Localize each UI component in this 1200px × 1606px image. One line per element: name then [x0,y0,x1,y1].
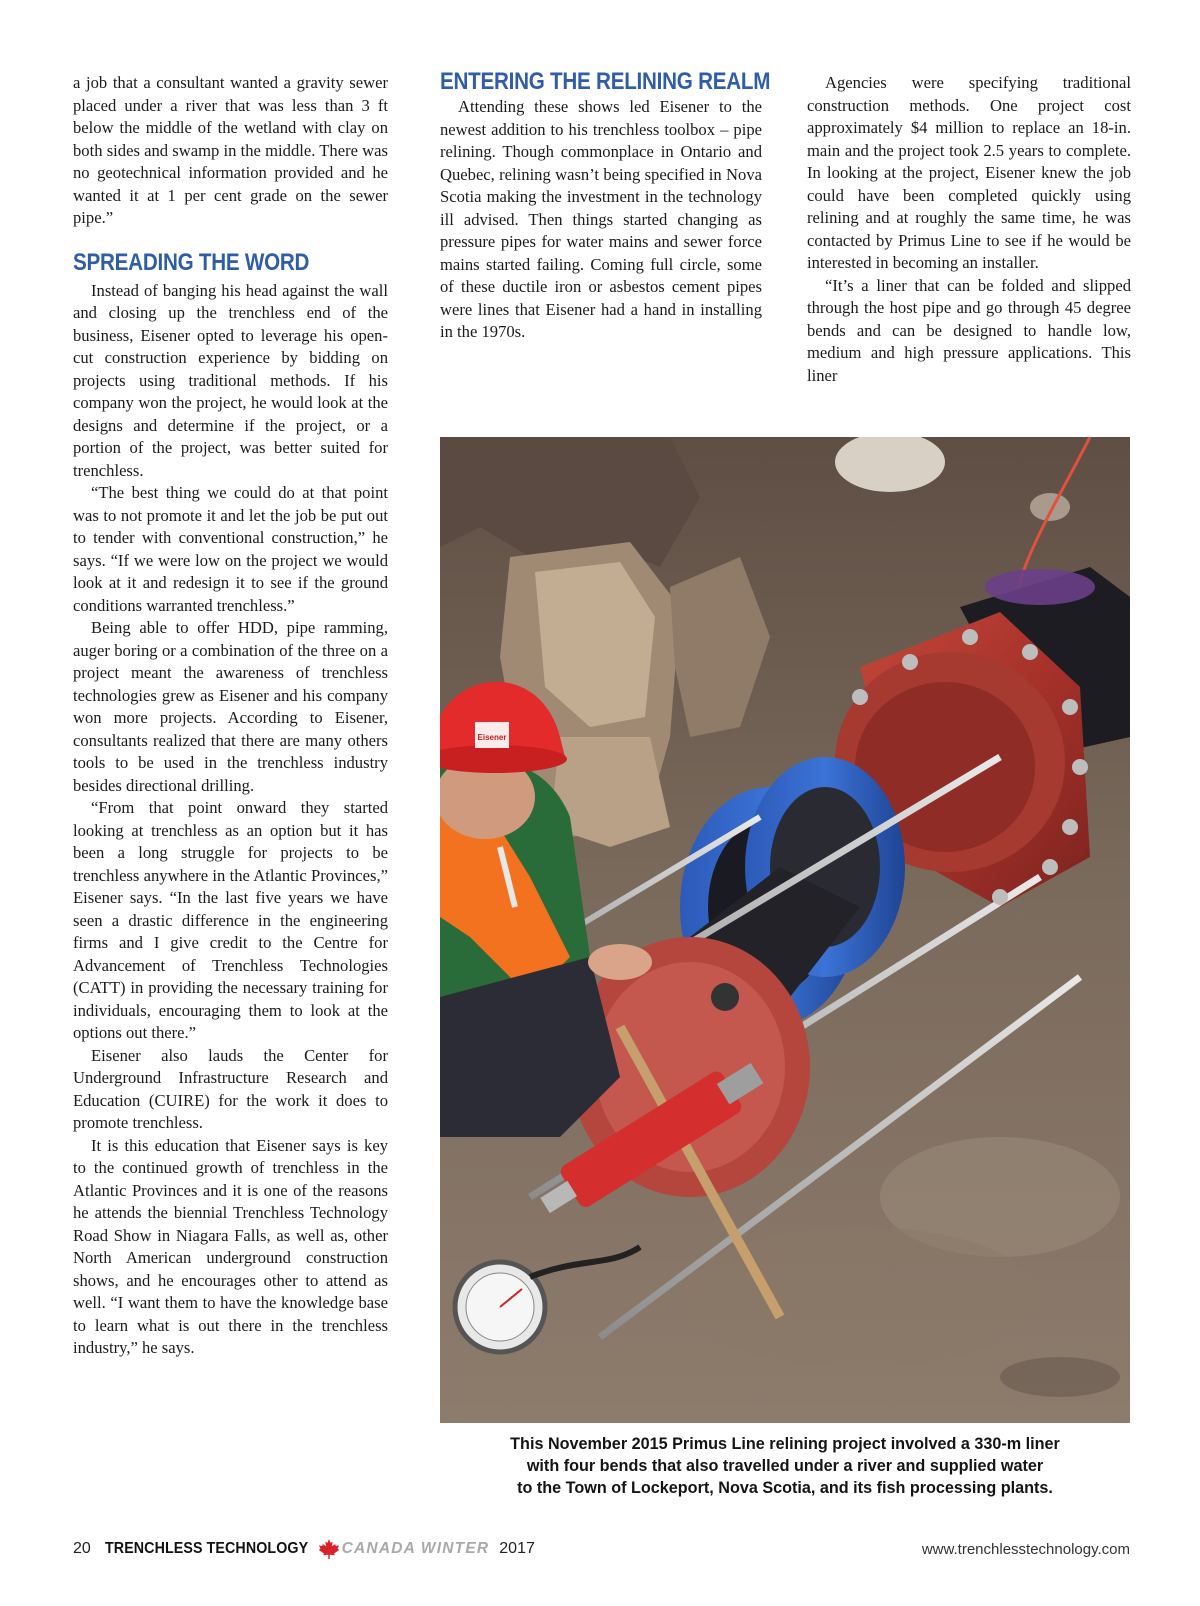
paragraph: It is this education that Eisener says is key to the continued growth of trenchless in the Atlantic Provinces and it is one of the reasons he attends the biennial Trenchless Technology Road Show in Niagara Falls, as well as, other North American underground construction shows, and he encourages other to attend as well. “I want them to have the knowledge base to learn what is out there in the trenchless industry,” he says. [73,1135,388,1357]
paragraph: “From that point onward they started looking at trenchless as an option but it has been a long struggle for projects to be trenchless anywhere in the Atlantic Provinces,” Eisener says. “In the last five years we have seen a drastic difference in the engineering firms and I give credit to the Centre for Advancement of Trenchless Technologies (CATT) in providing the necessary training for individuals, encouraging them to look at the options out there.” [73,798,388,1042]
page-number: 20 [73,1540,91,1557]
caption-line: with four bends that also travelled under a river and supplied water [526,1457,1044,1475]
paragraph: “The best thing we could do at that point was to not promote it and let the job be put out to tender with conventional construction,” he says. “If we were low on the project we would look at it and redesign it to see if the ground conditions warranted trenchless.” [73,483,388,615]
article-column-1 [73,72,388,1360]
paragraph: Instead of banging his head against the wall and closing up the trenchless end of the business, Eisener opted to leverage his open-cut construction experience by bidding on projects using traditional methods. If his company won the project, he would look at the designs and determine if the project, or a portion of the project, was better suited for trenchless. [73,280,388,480]
paragraph: Eisener also lauds the Center for Underground Infrastructure Research and Education (CUIRE) for the work it does to promote trenchless. [73,1045,388,1132]
paragraph: Attending these shows led Eisener to the newest addition to his trenchless toolbox – pipe relining. Though commonplace in Ontario and Quebec, relining wasn’t being specified in Nova Scotia making the investment in the technology ill advised. Then things started changing as pressure pipes for water mains and sewer force mains started failing. Coming full circle, some of these ductile iron or asbestos cement pipes were lines that Eisener had a hand in installing in the 1970s. [440,97,762,341]
section-heading-spreading-the-word: SPREADING THE WORD [73,248,310,276]
section-heading-entering-the-relining-realm: ENTERING THE RELINING REALM [440,68,771,95]
paragraph: a job that a consultant wanted a gravity sewer placed under a river that was less than 3 ft below the middle of the wetland with clay on both sides and swamp in the middle. There was no geotechnical information provided and he wanted it at 1 per cent grade on the sewer pipe.” [73,73,388,227]
caption-line: to the Town of Lockeport, Nova Scotia, and its fish processing plants. [517,1479,1053,1497]
paragraph: Agencies were specifying traditional construction methods. One project cost approximately $4 million to replace an 18-in. main and the project took 2.5 years to complete. In looking at the project, Eisener knew the job could have been completed quickly using relining and at roughly the same time, he was contacted by Primus Line to see if he would be interested in becoming an installer. [807,73,1131,272]
publication-year: 2017 [499,1540,535,1557]
caption-line: This November 2015 Primus Line relining project involved a 330-m liner [510,1435,1060,1453]
publication-name: TRENCHLESS TECHNOLOGY [104,1540,308,1557]
article-column-2 [440,68,771,344]
project-photo [440,437,1130,1423]
helmet-label: Eisener [477,733,507,742]
photo-caption [440,1433,1130,1499]
article-column-3 [807,72,1131,387]
relining-pipe-photo-illustration [440,437,1130,1423]
website-url[interactable]: www.trenchlesstechnology.com [921,1540,1130,1558]
paragraph: “It’s a liner that can be folded and slipped through the host pipe and go through 45 degree bends and can be designed to handle low, medium and high pressure applications. This liner [807,275,1131,385]
page-footer [73,1537,1130,1561]
publication-edition: CANADA WINTER [341,1540,490,1557]
maple-leaf-icon [318,1539,340,1559]
paragraph: Being able to offer HDD, pipe ramming, auger boring or a combination of the three on a project meant the awareness of trenchless technologies grew as Eisener and his company won more projects. According to Eisener, consultants realized that there are many others tools to be used in the trenchless industry besides directional drilling. [73,618,388,795]
